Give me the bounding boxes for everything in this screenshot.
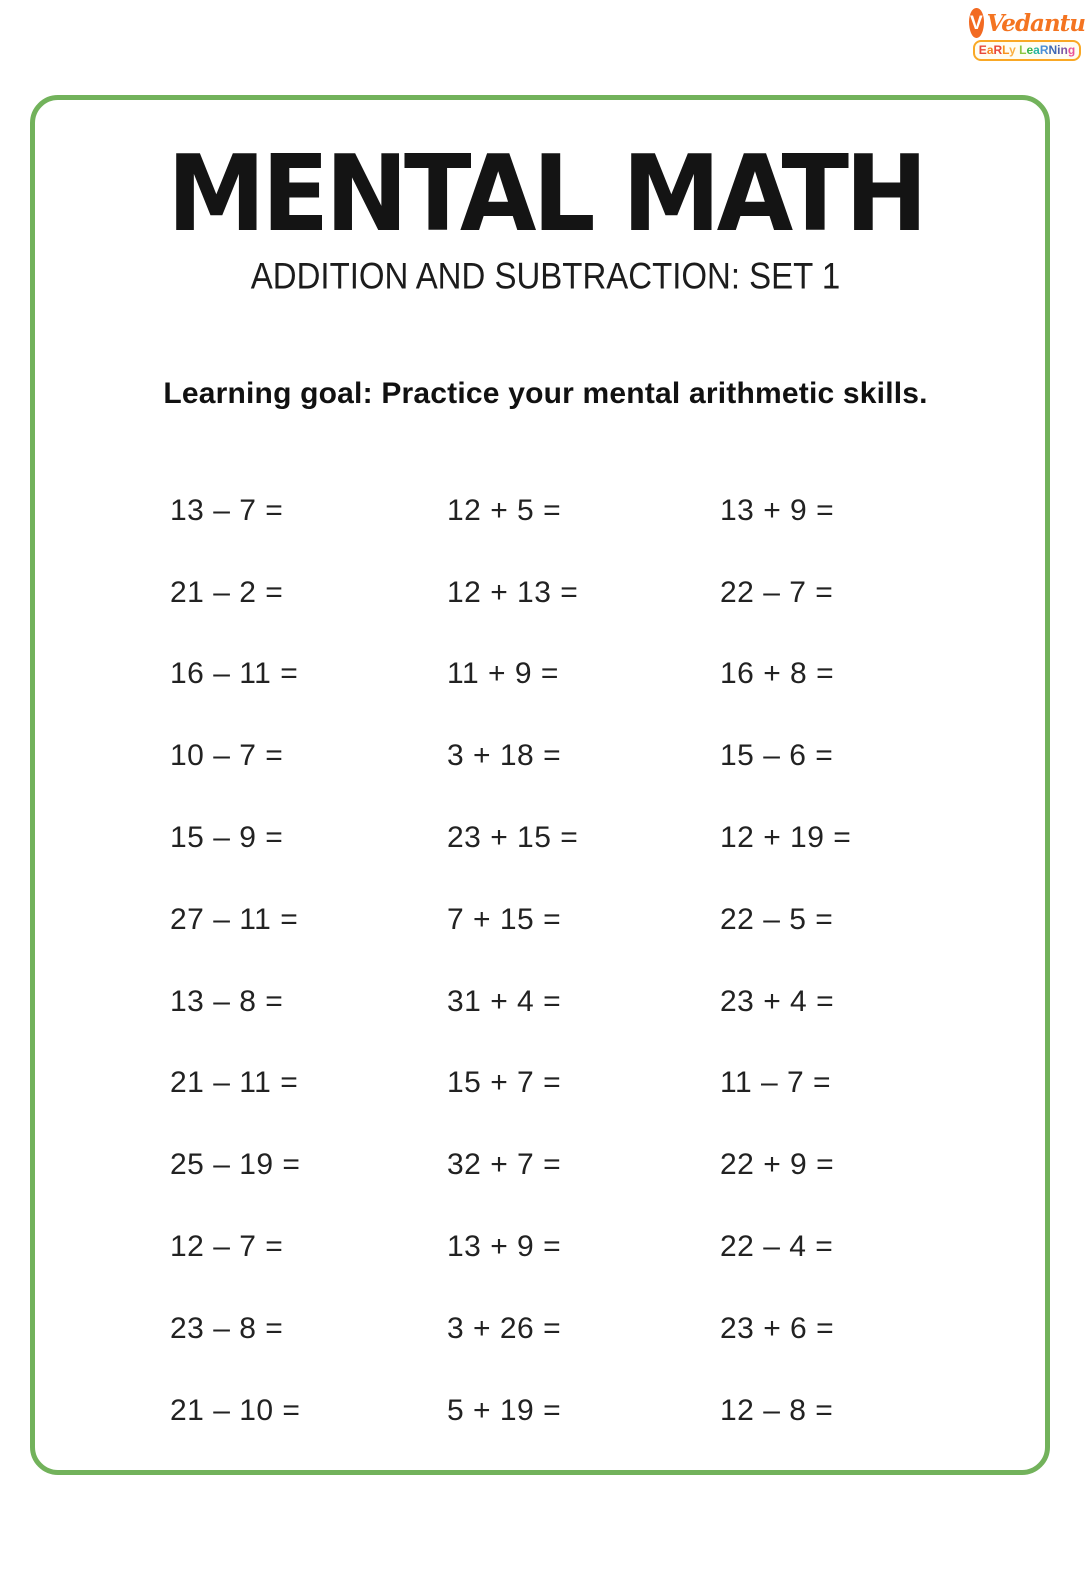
problem: 7 + 15 = — [447, 902, 562, 936]
problem: 13 – 7 = — [170, 493, 284, 527]
problem: 21 – 11 = — [170, 1066, 299, 1100]
problem: 12 – 8 = — [720, 1393, 834, 1427]
problem: 22 – 5 = — [720, 902, 834, 936]
problem: 25 – 19 = — [170, 1148, 301, 1182]
tagline-letter: L — [1002, 43, 1010, 57]
problem: 10 – 7 = — [170, 739, 284, 773]
early-learning-badge — [973, 40, 1081, 61]
problem: 13 + 9 = — [720, 493, 835, 527]
problem: 23 + 6 = — [720, 1311, 835, 1345]
vedantu-wordmark: Vedantu — [986, 9, 1085, 37]
tagline-letter: R — [1039, 43, 1049, 57]
problem: 12 + 5 = — [447, 493, 562, 527]
tagline-letter: R — [993, 43, 1003, 57]
problem: 15 + 7 = — [447, 1066, 562, 1100]
vedantu-logo — [969, 8, 1085, 61]
tagline-letter: e — [1026, 43, 1034, 57]
problems-grid — [170, 470, 1000, 1452]
problem: 27 – 11 = — [170, 902, 299, 936]
problem: 16 – 11 = — [170, 657, 299, 691]
problem: 11 – 7 = — [720, 1066, 832, 1100]
problem: 22 – 4 = — [720, 1230, 834, 1264]
problem: 21 – 10 = — [170, 1393, 301, 1427]
problem: 5 + 19 = — [447, 1393, 562, 1427]
tagline-letter: a — [986, 43, 994, 57]
problem: 22 + 9 = — [720, 1148, 835, 1182]
problem: 13 – 8 = — [170, 984, 284, 1018]
problem: 12 – 7 = — [170, 1230, 284, 1264]
problem: 15 – 9 = — [170, 821, 284, 855]
problem: 13 + 9 = — [447, 1230, 562, 1264]
problem: 15 – 6 = — [720, 739, 834, 773]
problem: 22 – 7 = — [720, 575, 834, 609]
problem: 16 + 8 = — [720, 657, 835, 691]
tagline-letter: y — [1009, 43, 1016, 57]
problem: 21 – 2 = — [170, 575, 284, 609]
problem: 23 – 8 = — [170, 1311, 284, 1345]
problem: 11 + 9 = — [447, 657, 559, 691]
problem: 12 + 13 = — [447, 575, 579, 609]
problem: 23 + 15 = — [447, 821, 579, 855]
problem: 32 + 7 = — [447, 1148, 562, 1182]
vedantu-v-icon: V — [969, 8, 984, 38]
tagline-letter: E — [978, 43, 987, 57]
tagline-letter: N — [1048, 43, 1058, 57]
tagline-letter: a — [1033, 43, 1040, 57]
problem: 3 + 26 = — [447, 1311, 562, 1345]
tagline-letter: g — [1067, 43, 1076, 57]
problem: 23 + 4 = — [720, 984, 835, 1018]
tagline-letter: n — [1060, 43, 1068, 57]
problem: 31 + 4 = — [447, 984, 562, 1018]
problem: 3 + 18 = — [447, 739, 562, 773]
worksheet-subtitle: ADDITION AND SUBTRACTION: SET 1 — [250, 256, 841, 298]
tagline-letter: L — [1019, 43, 1027, 57]
tagline-letter: i — [1057, 43, 1061, 57]
problem: 12 + 19 = — [720, 821, 852, 855]
learning-goal: Learning goal: Practice your mental arithmetic skills. — [163, 377, 928, 410]
worksheet-title: MENTAL MATH — [167, 133, 924, 256]
logo-row — [969, 8, 1085, 38]
